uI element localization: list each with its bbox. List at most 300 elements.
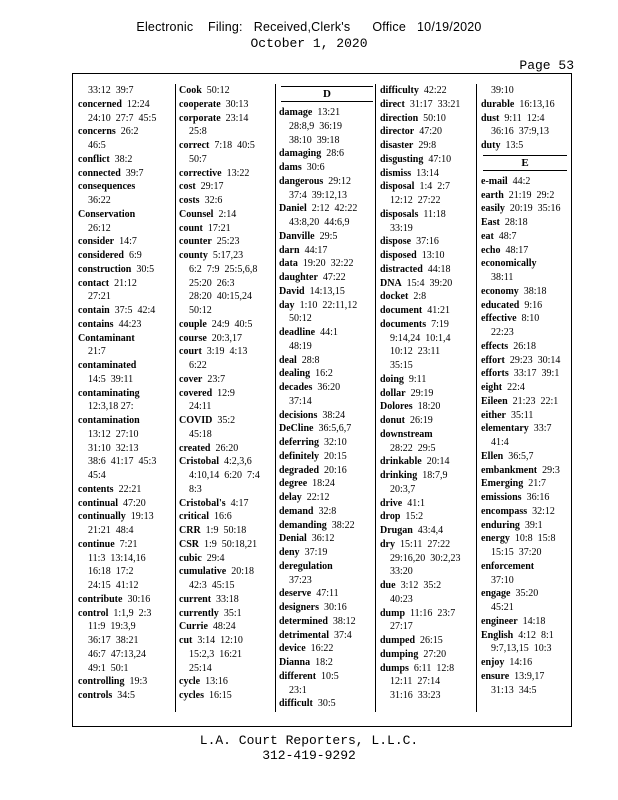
index-entry-continuation [179, 469, 275, 483]
index-entry [481, 519, 569, 533]
page-line-refs: 38:24 [317, 409, 346, 421]
index-term: economically [481, 258, 537, 270]
index-entry [279, 381, 375, 395]
index-term: Daniel [279, 203, 307, 215]
index-entry-continuation [179, 400, 275, 414]
index-term: covered [179, 387, 213, 399]
index-entry [179, 387, 275, 401]
page-line-refs: 38:11 [491, 272, 514, 283]
index-term: created [179, 442, 211, 454]
page-line-refs: 1:10 22:11,12 [294, 299, 358, 311]
index-term: docket [380, 291, 409, 303]
index-term: contains [78, 318, 114, 330]
index-entry [380, 428, 476, 442]
page-line-refs: 37:4 [329, 629, 352, 641]
index-entry [78, 359, 174, 373]
page-line-refs: 32:6 [199, 195, 223, 206]
page-line-refs: 11:9 19:3,9 [88, 621, 136, 633]
index-term: disposals [380, 208, 419, 220]
index-entry [380, 579, 476, 593]
page-line-refs: 32:10 [319, 437, 347, 448]
index-entry [279, 505, 375, 519]
page-line-refs: 21:19 29:2 [503, 189, 555, 201]
page-line-refs: 3:12 35:2 [395, 580, 442, 591]
index-term: course [179, 332, 207, 344]
index-entry [279, 491, 375, 505]
index-entry-continuation [481, 271, 569, 285]
index-entry-continuation [179, 428, 275, 442]
index-entry [78, 332, 174, 346]
index-term: Conservation [78, 208, 136, 220]
index-column-3 [279, 84, 375, 712]
page-line-refs: 22:23 [491, 327, 514, 338]
index-term: elementary [481, 423, 529, 435]
index-term: disposal [380, 181, 415, 193]
index-entry-continuation [78, 428, 174, 442]
index-term: COVID [179, 415, 213, 426]
index-entry [279, 244, 375, 258]
index-entry-continuation [481, 436, 569, 450]
index-term: construction [78, 263, 132, 275]
page-line-refs: 37:19 [299, 547, 328, 558]
index-entry [78, 249, 174, 263]
page-line-refs: 6:22 [189, 360, 207, 371]
index-entry [481, 381, 569, 395]
index-term: demanding [279, 519, 327, 531]
index-term: Dianna [279, 657, 311, 668]
page-line-refs: 8:10 [516, 313, 540, 325]
page-line-refs: 39:1 [519, 519, 543, 531]
index-entry [279, 175, 375, 189]
page-line-refs: 46:7 47:13,24 [88, 648, 147, 660]
page-line-refs: 16:2 [310, 368, 333, 380]
page-line-refs: 12:9 [212, 387, 235, 399]
index-term: degree [279, 478, 308, 490]
page-line-refs: 17:21 [202, 222, 231, 234]
page-line-refs: 50:12 [189, 305, 212, 316]
index-entry [279, 477, 375, 491]
index-entry [481, 139, 569, 153]
page-line-refs: 10:12 23:11 [390, 346, 441, 358]
index-entry [78, 167, 174, 181]
index-entry [179, 565, 275, 579]
index-entry [179, 510, 275, 524]
page-line-refs: 10:8 15:8 [509, 533, 556, 545]
index-entry-continuation [279, 134, 375, 148]
page-line-refs: 7:18 40:5 [209, 140, 255, 151]
page-line-refs: 9:7,13,15 10:3 [491, 643, 552, 655]
page-line-refs: 39:10 [491, 85, 514, 96]
index-term: engage [481, 588, 511, 600]
index-entry [380, 84, 476, 98]
index-entry [78, 510, 174, 524]
index-term: current [179, 593, 212, 605]
page-line-refs: 38:6 41:17 45:3 [88, 456, 157, 468]
index-entry [279, 697, 375, 711]
index-term: engineer [481, 615, 518, 627]
index-term: director [380, 126, 415, 138]
index-entry [78, 689, 174, 703]
index-term: decades [279, 382, 313, 393]
index-term: contain [78, 305, 110, 316]
page-line-refs: 20:18 [226, 566, 254, 578]
page-line-refs: 45:4 [88, 470, 106, 481]
index-term: echo [481, 244, 501, 256]
page-line-refs: 30:16 [319, 602, 347, 613]
page-line-refs: 20:3,7 [390, 483, 416, 495]
index-entry [380, 153, 476, 167]
index-entry [279, 546, 375, 560]
index-term: dump [380, 607, 406, 619]
index-term: cubic [179, 552, 202, 564]
index-entry [279, 532, 375, 546]
page-line-refs: 16:22 [305, 643, 334, 655]
index-term: correct [179, 140, 210, 151]
page-line-refs: 31:16 33:23 [390, 690, 441, 701]
index-term: DNA [380, 277, 402, 289]
index-entry-continuation [481, 84, 569, 98]
page-line-refs: 15:11 27:22 [395, 538, 451, 550]
page-line-refs: 30:16 [122, 593, 151, 605]
page-line-refs: 22:4 [502, 382, 525, 393]
index-entry-continuation [78, 222, 174, 236]
index-term: detrimental [279, 629, 329, 641]
page-line-refs: 26:12 [88, 222, 111, 234]
page-line-refs: 24:10 27:7 45:5 [88, 112, 157, 124]
index-term: disaster [380, 140, 414, 151]
index-term: dollar [380, 387, 406, 399]
page-line-refs: 36:5,6,7 [313, 423, 352, 435]
index-term: difficult [279, 698, 313, 710]
index-entry-continuation [78, 84, 174, 98]
page-line-refs: 6:9 [123, 250, 142, 261]
index-entry [179, 112, 275, 126]
index-term: decisions [279, 409, 318, 421]
index-term: delay [279, 492, 302, 503]
index-entry [279, 285, 375, 299]
page-line-refs: 48:7 [493, 230, 517, 242]
index-entry [179, 607, 275, 621]
page-line-refs: 4:2,3,6 [219, 456, 252, 468]
page-line-refs: 29:16,20 30:2,23 [390, 552, 461, 564]
index-entry-continuation [380, 483, 476, 497]
index-entry [78, 277, 174, 291]
footer-phone: 312-419-9292 [262, 748, 356, 763]
index-entry [481, 560, 569, 574]
index-entry [78, 387, 174, 401]
index-term: drinkable [380, 456, 422, 468]
index-entry [481, 340, 569, 354]
page-line-refs: 21:21 48:4 [88, 525, 134, 536]
index-term: darn [279, 244, 300, 256]
index-term: Cook [179, 85, 202, 96]
index-entry [279, 642, 375, 656]
index-entry [380, 290, 476, 304]
page-line-refs: 41:4 [491, 437, 509, 448]
page-line-refs: 13:12 27:10 [88, 428, 139, 440]
index-entry [279, 106, 375, 120]
index-entry-continuation [78, 442, 174, 456]
page-line-refs: 35:20 [510, 588, 539, 600]
index-entry [380, 387, 476, 401]
index-entry [380, 634, 476, 648]
index-term: ensure [481, 670, 510, 682]
page-line-refs: 16:18 17:2 [88, 566, 134, 578]
page-line-refs: 34:5 [112, 690, 136, 701]
index-term: continually [78, 511, 126, 523]
index-entry-continuation [380, 345, 476, 359]
page-line-refs: 25:23 [211, 236, 240, 248]
page-line-refs: 25:8 [189, 126, 207, 138]
index-term: distracted [380, 263, 423, 275]
page-line-refs: 36:20 [312, 382, 341, 393]
page-line-refs: 30:6 [301, 162, 325, 173]
index-entry [179, 442, 275, 456]
page-line-refs: 41:21 [422, 305, 451, 316]
index-entry-continuation [279, 312, 375, 326]
page-line-refs: 6:2 7:9 25:5,6,8 [189, 263, 258, 275]
index-term: disposed [380, 250, 417, 261]
index-entry [279, 354, 375, 368]
index-entry [279, 422, 375, 436]
page-line-refs: 18:7,9 [417, 470, 448, 481]
page-line-refs: 29:4 [201, 552, 225, 564]
page-line-refs: 35:1 [218, 607, 242, 619]
index-term: couple [179, 318, 207, 330]
index-term: eight [481, 382, 503, 393]
index-entry [380, 455, 476, 469]
page-line-refs: 18:24 [307, 478, 335, 490]
page-line-refs: 47:11 [311, 588, 339, 600]
index-entry [78, 125, 174, 139]
index-entry [380, 538, 476, 552]
page-line-refs: 37:16 [411, 236, 439, 248]
index-term: DeCline [279, 423, 314, 435]
page-line-refs: 23:7 [202, 373, 226, 385]
index-entry [380, 263, 476, 277]
index-term: embankment [481, 464, 538, 476]
page-line-refs: 37:14 [289, 395, 312, 407]
page-line-refs: 26:19 [405, 415, 433, 426]
index-entry-continuation [481, 326, 569, 340]
index-term: cycles [179, 690, 204, 701]
page-line-refs: 35:11 [506, 409, 534, 421]
index-term: cumulative [179, 566, 227, 578]
index-entry-continuation [279, 216, 375, 230]
index-entry [481, 202, 569, 216]
index-entry [481, 450, 569, 464]
index-entry [179, 167, 275, 181]
page-line-refs: 38:2 [109, 153, 133, 165]
index-entry [380, 524, 476, 538]
index-entry [179, 98, 275, 112]
index-term: dealing [279, 368, 311, 380]
index-term: earth [481, 189, 504, 201]
page-line-refs: 2:8 [408, 291, 427, 303]
page-line-refs: 50:12 [201, 85, 230, 96]
index-entry-continuation [78, 552, 174, 566]
page-line-refs: 44:1 [315, 327, 338, 338]
index-column-1 [78, 84, 174, 712]
index-entry-continuation [380, 565, 476, 579]
index-term: due [380, 580, 396, 591]
column-divider [375, 84, 376, 712]
index-entry-continuation [78, 565, 174, 579]
index-entry-continuation [179, 304, 275, 318]
index-entry [179, 455, 275, 469]
index-entry [179, 538, 275, 552]
page-line-refs: 33:18 [211, 593, 239, 605]
index-term: control [78, 607, 109, 619]
index-term: dumping [380, 648, 419, 660]
index-entry [481, 244, 569, 258]
page-line-refs: 28:6 [321, 148, 345, 160]
page-line-refs: 26:18 [508, 340, 536, 352]
page-line-refs: 47:10 [423, 153, 452, 165]
index-entry [481, 532, 569, 546]
index-entry [179, 318, 275, 332]
index-term: continue [78, 538, 115, 550]
page-line-refs: 13:10 [416, 250, 445, 261]
page-line-refs: 33:20 [390, 566, 413, 578]
index-term: efforts [481, 368, 509, 380]
page-line-refs: 13:14 [411, 167, 439, 179]
index-entry [481, 312, 569, 326]
index-term: Ellen [481, 450, 504, 462]
index-entry [380, 304, 476, 318]
page-line-refs: 50:12 [289, 313, 312, 325]
index-entry-continuation [380, 332, 476, 346]
index-entry [78, 235, 174, 249]
index-term: corporate [179, 112, 221, 124]
index-entry [380, 400, 476, 414]
index-entry [179, 593, 275, 607]
page-line-refs: 35:2 [212, 415, 236, 426]
index-term: drive [380, 497, 403, 509]
page-line-refs: 26:2 [115, 126, 139, 138]
page-line-refs: 36:17 38:21 [88, 635, 139, 646]
index-entry [279, 519, 375, 533]
page-line-refs: 21:7 [88, 346, 106, 358]
index-term: cut [179, 635, 193, 646]
page-line-refs: 49:1 50:1 [88, 662, 129, 674]
page-line-refs: 14:13,15 [304, 285, 345, 297]
index-term: effects [481, 340, 509, 352]
page-line-refs: 26:20 [210, 442, 239, 454]
page-line-refs: 28:18 [499, 217, 528, 228]
index-entry-continuation [179, 290, 275, 304]
index-term: educated [481, 299, 520, 311]
index-entry-continuation [179, 483, 275, 497]
index-entry [279, 257, 375, 271]
index-term: enforcement [481, 560, 535, 572]
index-entry [481, 422, 569, 436]
page-line-refs: 3:14 12:10 [192, 635, 243, 646]
column-divider [275, 84, 276, 712]
page-line-refs: 29:3 [537, 464, 560, 476]
index-term: controlling [78, 676, 125, 688]
index-term: data [279, 258, 298, 270]
index-entry [481, 587, 569, 601]
page-line-refs: 29:5 [314, 230, 338, 242]
index-entry-continuation [179, 648, 275, 662]
index-entry [380, 208, 476, 222]
page-line-refs: 48:17 [500, 244, 529, 256]
page-line-refs: 24:11 [189, 401, 212, 413]
page-line-refs: 44:17 [299, 244, 328, 256]
page-line-refs: 8:3 [189, 483, 202, 495]
page-line-refs: 50:7 [189, 153, 207, 165]
page-line-refs: 47:20 [118, 497, 146, 509]
index-entry [380, 318, 476, 332]
page-line-refs: 44:23 [113, 318, 142, 330]
index-entry [279, 587, 375, 601]
page-line-refs: 30:5 [131, 263, 155, 275]
page-line-refs: 29:8 [413, 140, 437, 151]
index-term: contents [78, 483, 114, 495]
index-term: dry [380, 538, 395, 550]
page-line-refs: 33:17 39:1 [508, 368, 560, 380]
index-entry [279, 450, 375, 464]
page-line-refs: 16:13,16 [514, 98, 555, 110]
page-line-refs: 46:5 [88, 140, 106, 151]
page-line-refs: 30:13 [220, 98, 249, 110]
index-entry [78, 98, 174, 112]
index-entry [481, 367, 569, 381]
page-line-refs: 13:5 [500, 140, 524, 151]
page-line-refs: 29:23 30:14 [504, 354, 561, 366]
page-line-refs: 2:12 42:22 [306, 203, 358, 215]
index-term: contaminating [78, 387, 140, 399]
page-line-refs: 31:17 33:21 [404, 98, 461, 110]
page-line-refs: 27:20 [418, 648, 447, 660]
index-term: direct [380, 98, 405, 110]
index-term: Drugan [380, 525, 413, 536]
index-entry [279, 615, 375, 629]
index-term: device [279, 643, 306, 655]
index-entry-continuation [380, 675, 476, 689]
index-entry [179, 689, 275, 703]
index-entry [78, 180, 174, 194]
index-entry-continuation [279, 120, 375, 134]
index-entry [179, 414, 275, 428]
index-entry [179, 675, 275, 689]
index-entry [279, 202, 375, 216]
index-term: deny [279, 547, 300, 558]
index-term: contribute [78, 593, 123, 605]
index-entry-continuation [481, 125, 569, 139]
page-line-refs: 21:12 [109, 277, 137, 289]
index-entry [380, 235, 476, 249]
page-line-refs: 42:22 [418, 85, 447, 96]
index-entry [179, 222, 275, 236]
index-term: direction [380, 112, 419, 124]
index-term: dust [481, 112, 500, 124]
index-term: doing [380, 373, 404, 385]
index-entry [78, 497, 174, 511]
index-term: durable [481, 98, 515, 110]
index-entry [380, 249, 476, 263]
page-line-refs: 14:7 [114, 236, 137, 248]
index-term: deferring [279, 437, 319, 448]
index-entry-continuation [279, 340, 375, 354]
index-entry [179, 249, 275, 263]
index-entry [380, 125, 476, 139]
index-term: documents [380, 318, 427, 330]
index-term: e-mail [481, 175, 508, 187]
index-term: Dolores [380, 401, 413, 413]
index-entry-continuation [78, 400, 174, 414]
